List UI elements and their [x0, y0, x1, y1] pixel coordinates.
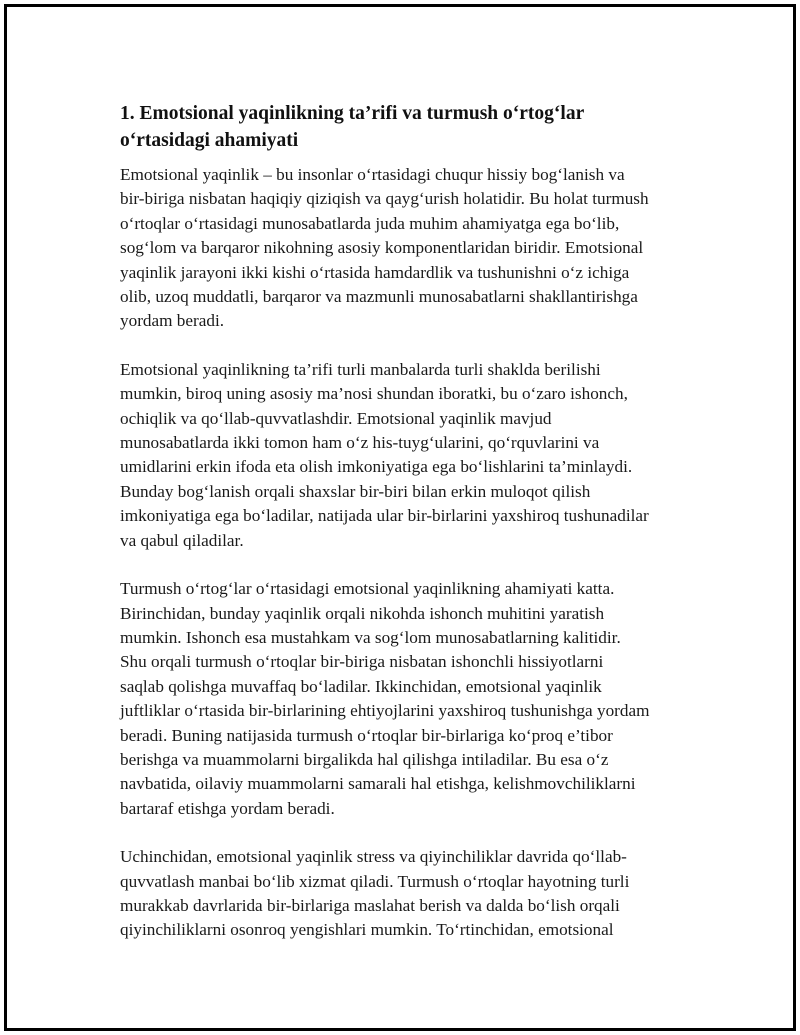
- text-line: mumkin. Ishonch esa mustahkam va sog‘lom munosabatlarning kalitidir.: [120, 627, 621, 647]
- text-line: Shu orqali turmush o‘rtoqlar bir-biriga nisbatan ishonchli hissiyotlarni: [120, 652, 604, 672]
- text-line: imkoniyatiga ega bo‘ladilar, natijada ular bir-birlarini yaxshiroq tushunadilar: [120, 506, 649, 526]
- document-body: [120, 100, 695, 967]
- text-line: Birinchidan, bunday yaqinlik orqali nikohda ishonch muhitini yaratish: [120, 603, 605, 623]
- text-line: yaqinlik jarayoni ikki kishi o‘rtasida hamdardlik va tushunishni o‘z ichiga: [120, 262, 630, 282]
- text-line: yordam beradi.: [120, 311, 225, 331]
- heading-line: o‘rtasidagi ahamiyati: [120, 130, 299, 151]
- paragraph-1: [120, 163, 695, 334]
- paragraph-4: [120, 845, 695, 943]
- text-line: Turmush o‘rtog‘lar o‘rtasidagi emotsional yaqinlikning ahamiyati katta.: [120, 579, 615, 599]
- section-heading: [120, 100, 695, 154]
- text-line: beradi. Buning natijasida turmush o‘rtoqlar bir-birlariga ko‘proq e’tibor: [120, 725, 613, 745]
- text-line: umidlarini erkin ifoda eta olish imkoniyatiga ega bo‘lishlarini ta’minlaydi.: [120, 457, 633, 477]
- text-line: murakkab davrlarida bir-birlariga maslahat berish va dalda bo‘lish orqali: [120, 895, 620, 915]
- paragraph-2: [120, 358, 695, 553]
- text-line: ochiqlik va qo‘llab-quvvatlashdir. Emotsional yaqinlik mavjud: [120, 408, 552, 428]
- text-line: berishga va muammolarni birgalikda hal qilishga intiladilar. Bu esa o‘z: [120, 749, 609, 769]
- text-line: Emotsional yaqinlikning ta’rifi turli manbalarda turli shaklda berilishi: [120, 359, 601, 379]
- text-line: quvvatlash manbai bo‘lib xizmat qiladi. Turmush o‘rtoqlar hayotning turli: [120, 871, 630, 891]
- text-line: Uchinchidan, emotsional yaqinlik stress va qiyinchiliklar davrida qo‘llab-: [120, 847, 627, 867]
- text-line: munosabatlarda ikki tomon ham o‘z his-tuyg‘ularini, qo‘rquvlarini va: [120, 433, 600, 453]
- text-line: navbatida, oilaviy muammolarni samarali hal etishga, kelishmovchiliklarni: [120, 774, 636, 794]
- text-line: va qabul qiladilar.: [120, 530, 244, 550]
- text-line: Emotsional yaqinlik – bu insonlar o‘rtasidagi chuqur hissiy bog‘lanish va: [120, 165, 625, 184]
- text-line: o‘rtoqlar o‘rtasidagi munosabatlarda juda muhim ahamiyatga ega bo‘lib,: [120, 213, 620, 233]
- paragraph-3: [120, 577, 695, 821]
- text-line: juftliklar o‘rtasida bir-birlarining ehtiyojlarini yaxshiroq tushunishga yordam: [120, 701, 650, 721]
- heading-line: 1. Emotsional yaqinlikning ta’rifi va turmush o‘rtog‘lar: [120, 103, 585, 124]
- text-line: mumkin, biroq uning asosiy ma’nosi shundan iboratki, bu o‘zaro ishonch,: [120, 384, 628, 404]
- text-line: qiyinchiliklarni osonroq yengishlari mumkin. To‘rtinchidan, emotsional: [120, 920, 614, 940]
- text-line: bir-biriga nisbatan haqiqiy qiziqish va qayg‘urish holatidir. Bu holat turmush: [120, 189, 649, 209]
- text-line: Bunday bog‘lanish orqali shaxslar bir-biri bilan erkin muloqot qilish: [120, 481, 591, 501]
- text-line: bartaraf etishga yordam beradi.: [120, 798, 335, 818]
- text-line: sog‘lom va barqaror nikohning asosiy komponentlaridan biridir. Emotsional: [120, 238, 644, 258]
- page-frame: [4, 4, 796, 1031]
- text-line: olib, uzoq muddatli, barqaror va mazmunli munosabatlarni shakllantirishga: [120, 287, 638, 307]
- text-line: saqlab qolishga muvaffaq bo‘ladilar. Ikkinchidan, emotsional yaqinlik: [120, 676, 602, 696]
